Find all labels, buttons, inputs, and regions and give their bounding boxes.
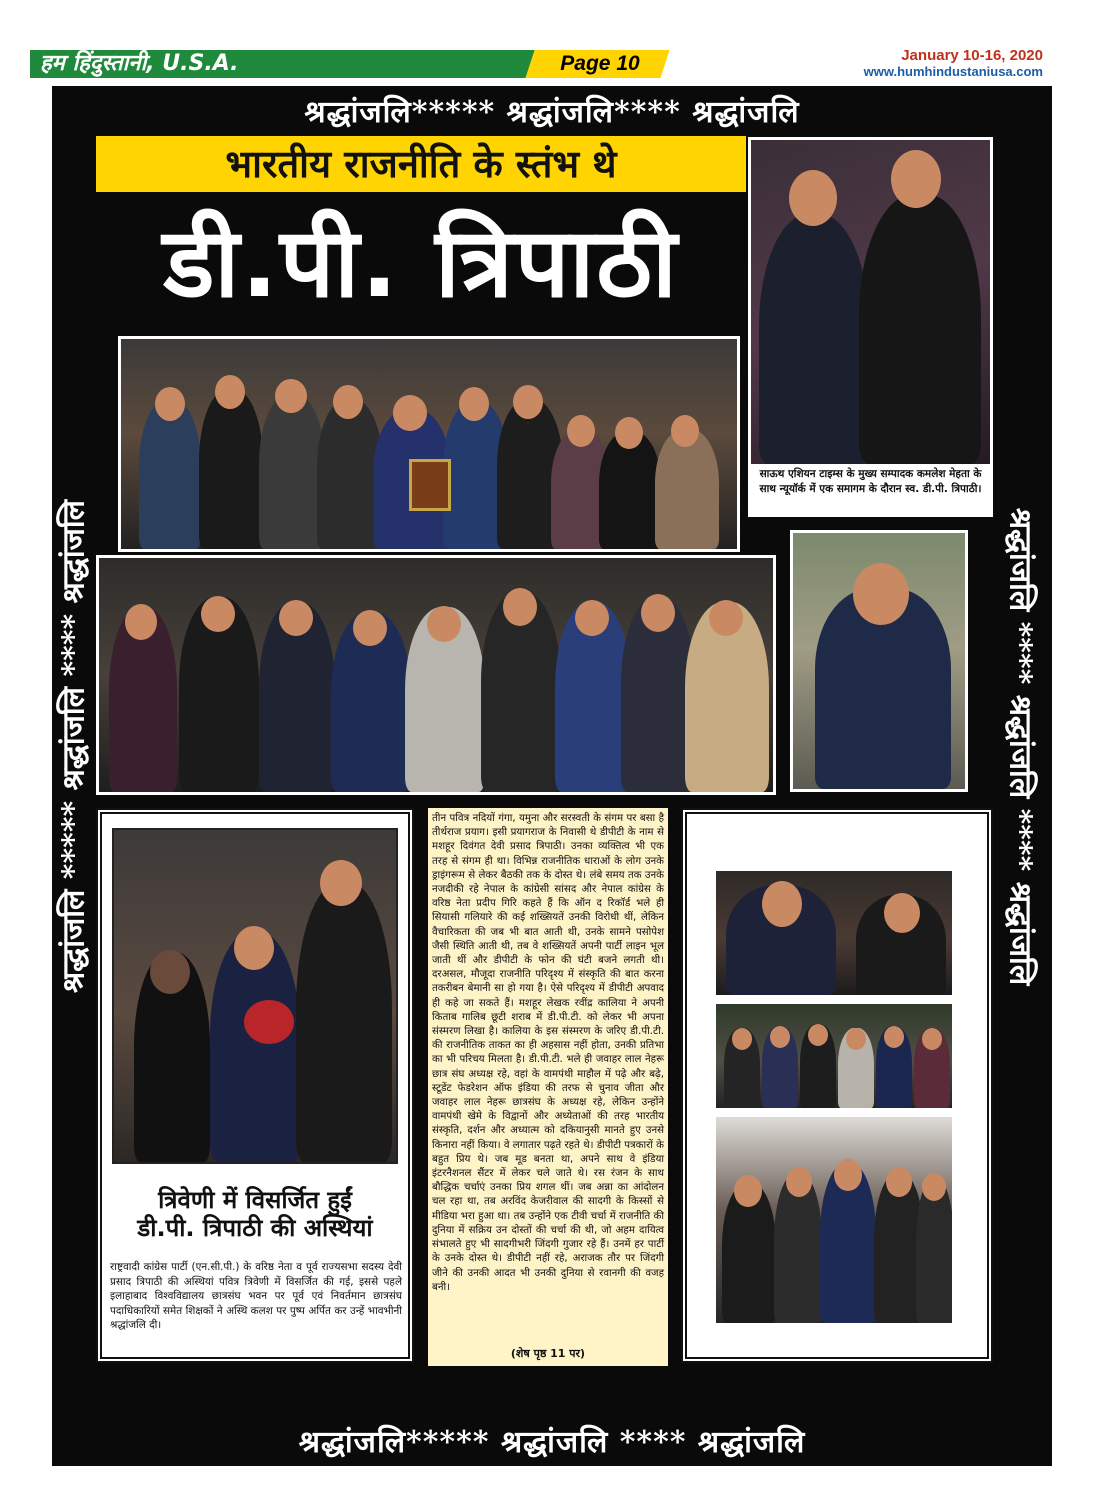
headline-subtitle: भारतीय राजनीति के स्तंभ थे [225, 142, 617, 186]
newspaper-title: हम हिंदुस्तानी, U.S.A. [40, 51, 239, 76]
story2-headline-line2: डी.पी. त्रिपाठी की अस्थियां [137, 1214, 373, 1242]
website-url[interactable]: www.humhindustaniusa.com [863, 64, 1043, 79]
photo-group-gathering [96, 555, 776, 795]
article-body: तीन पवित्र नदियों गंगा, यमुना और सरस्वती के संगम पर बसा है तीर्थराज प्रयाग। इसी प्रयागराज के निवासी थे डीपीटी के नाम से मशहूर दिवंगत देवी प्रसाद त्रिपाठी। उनका व्यक्तित्व भी एक तरह से संगम ही था। विभिन्न राजनीतिक धाराओं के लोग उनके ड्राइंगरूम से लेकर बैठकी तक के दोस्त थे। लंबे समय तक उनके नजदीकी रहे नेपाल के कांग्रेसी सांसद और नेपाल कांग्रेस के वरिष्ठ नेता प्रदीप गिरि कहते हैं कि ऑन द रिकॉर्ड भले ही सियासी गलियारे की कई शख्सियतें उनकी विरोधी थीं, लेकिन वैचारिकता की जब भी बात आती थी, उनके सामने पसोपेश जैसी स्थिति आती थी, तब वे शख्सियतें अपनी पार्टी लाइन भूल जाती थीं और डीपीटी के फोन की घंटी बजने लगती थी। दरअसल, मौजूदा राजनीति परिदृश्य में संस्कृति की बात करना तकरीबन बेमानी सा हो गया है। ऐसे परिदृश्य में डीपीटी अपवाद ही कहे जा सकते हैं। मशहूर लेखक रवींद्र कालिया ने अपनी किताब गालिब छूटी शराब में डी.पी.टी. को लेकर भी अपना संस्मरण लिखा है। कालिया के इस संस्मरण के जरिए डी.पी.टी. की राजनीतिक ताकत का ही अहसास नहीं होता, उनकी प्रतिभा का भी परिचय मिलता है। डी.पी.टी. भले ही जवाहर लाल नेहरू छात्र संघ अध्यक्ष रहे, वहां के वामपंथी माहौल में पढ़े और बढ़े, स्टूडेंट फेडरेशन ऑफ इंडिया की तरफ से चुनाव जीता और जवाहर लाल नेहरू छात्रसंघ के अध्यक्ष रहे, लेकिन उन्होंने वामपंथी खेमे के विद्वानों और अध्येताओं की तरह भारतीय संस्कृति, दर्शन और अध्यात्म को दकियानुसी मानते हुए उनसे किनारा नहीं किया। वे लगातार पढ़ते रहते थे। डीपीटी पत्रकारों के बहुत प्रिय थे। जब मूड बनता था, अपने साथ वे इंडिया इंटरनैशनल सैंटर में लेकर चले जाते थे। रस रंजन के साथ बौद्धिक चर्चाएं उनका प्रिय शगल थीं। जब अन्ना का आंदोलन चल रहा था, तब अरविंद केजरीवाल की सादगी के किस्सों से मीडिया भरा हुआ था। तब उन्होंने एक टीवी चर्चा में राजनीति की दुनिया में सक्रिय उन दोस्तों की चर्चा की थी, जो अहम दायित्व संभालते हुए भी सादगीभरी जिंदगी गुजार रहे हैं। उनमें हर पार्टी के उनके दोस्त थे। डीपीटी नहीं रहे, अराजक तौर पर जिंदगी जीने की उनकी आदत भी उनकी दुनिया से रवानगी की वजह बनी। [432, 813, 664, 1293]
article-continued[interactable]: (शेष पृष्ठ 11 पर) [510, 1347, 586, 1360]
photo-award-group [713, 1001, 955, 1111]
photo-tripathi-seated [790, 530, 968, 792]
masthead [0, 0, 1095, 86]
photo-group-hall [713, 1114, 955, 1326]
headline-name: डी.पी. त्रिपाठी [163, 207, 679, 319]
issue-date: January 10-16, 2020 [901, 47, 1043, 64]
tribute-band-left: श्रद्धांजलि ***** श्रद्धांजलि **** श्रद्धांजलि [56, 499, 92, 994]
photo-portrait-with-editor [748, 137, 993, 517]
story2-body: राष्ट्रवादी कांग्रेस पार्टी (एन.सी.पी.) के वरिष्ठ नेता व पूर्व राज्यसभा सदस्य देवी प्रसाद त्रिपाठी की अस्थियां पवित्र त्रिवेणी में विसर्जित की गई, इससे पहले इलाहाबाद विश्वविद्यालय छात्रसंघ भवन पर पूर्व एवं निवर्तमान छात्रसंघ पदाधिकारियों समेत शिक्षकों ने अस्थि कलश पर पुष्प अर्पित कर उन्हें भावभीनी श्रद्धांजलि दी। [110, 1261, 402, 1332]
photo-speech [713, 868, 955, 998]
tribute-band-right: श्रद्धांजलि **** श्रद्धांजलि **** श्रद्धांजलि [1002, 507, 1038, 986]
tribute-band-top: श्रद्धांजलि***** श्रद्धांजलि**** श्रद्धांजलि [304, 95, 800, 130]
tribute-band-bottom: श्रद्धांजलि***** श्रद्धांजलि **** श्रद्धांजलि [298, 1425, 806, 1460]
photo-caption: साऊथ एशियन टाइम्स के मुख्य सम्पादक कमलेश मेहता के साथ न्यूयॉर्क में एक समागम के दौरान स्व. डी.पी. त्रिपाठी। [759, 468, 982, 495]
page-number: Page 10 [560, 52, 640, 75]
photo-ashes-ceremony [112, 828, 398, 1164]
photo-group-event [118, 336, 740, 552]
story2-headline-line1: त्रिवेणी में विसर्जित हुईं [158, 1186, 352, 1214]
